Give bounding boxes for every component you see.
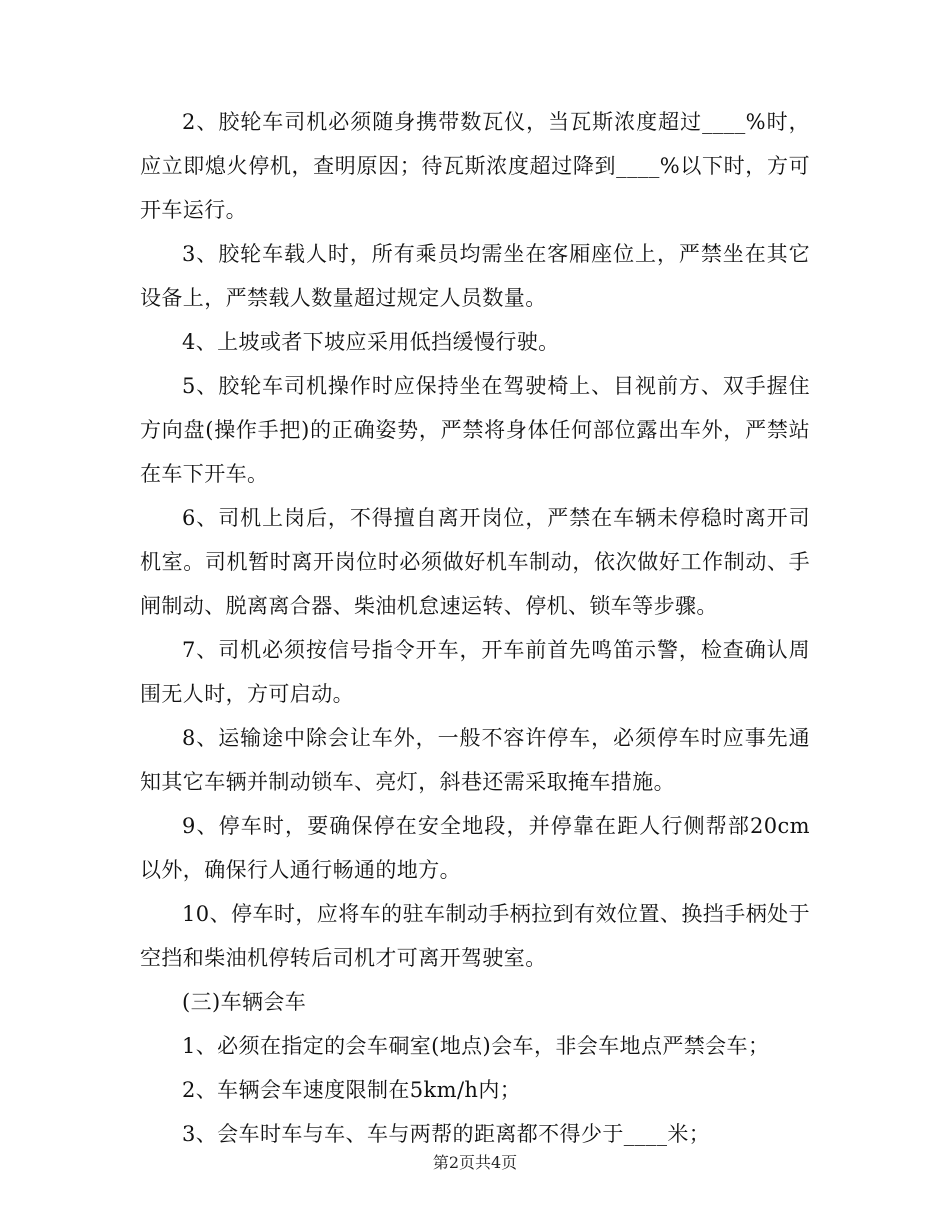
document-body [140, 100, 810, 1156]
paragraph-rule-9: 9、停车时，要确保停在安全地段，并停靠在距人行侧帮部20cm以外，确保行人通行畅通的地方。 [140, 814, 810, 882]
paragraph-meeting-rule-3: 3、会车时车与车、车与两帮的距离都不得少于____米； [182, 1122, 711, 1146]
paragraph-rule-7: 7、司机必须按信号指令开车，开车前首先鸣笛示警，检查确认周围无人时，方可启动。 [140, 638, 810, 706]
paragraph-rule-3: 3、胶轮车载人时，所有乘员均需坐在客厢座位上，严禁坐在其它设备上，严禁载人数量超过规定人员数量。 [140, 242, 810, 310]
page-number-footer: 第2页共4页 [432, 1153, 518, 1172]
paragraph-rule-5: 5、胶轮车司机操作时应保持坐在驾驶椅上、目视前方、双手握住方向盘(操作手把)的正确姿势，严禁将身体任何部位露出车外，严禁站在车下开车。 [140, 374, 810, 486]
paragraph-meeting-rule-2: 2、车辆会车速度限制在5km/h内； [182, 1078, 522, 1102]
paragraph-meeting-rule-1: 1、必须在指定的会车硐室(地点)会车，非会车地点严禁会车； [182, 1034, 770, 1058]
paragraph-rule-4: 4、上坡或者下坡应采用低挡缓慢行驶。 [182, 330, 560, 354]
section-heading-vehicle-meeting: (三)车辆会车 [182, 990, 307, 1014]
paragraph-rule-8: 8、运输途中除会让车外，一般不容许停车，必须停车时应事先通知其它车辆并制动锁车、亮灯，斜巷还需采取掩车措施。 [140, 726, 810, 794]
paragraph-rule-2: 2、胶轮车司机必须随身携带数瓦仪，当瓦斯浓度超过____%时，应立即熄火停机，查明原因；待瓦斯浓度超过降到____%以下时，方可开车运行。 [140, 110, 810, 222]
paragraph-rule-6: 6、司机上岗后，不得擅自离开岗位，严禁在车辆未停稳时离开司机室。司机暂时离开岗位时必须做好机车制动，依次做好工作制动、手闸制动、脱离离合器、柴油机怠速运转、停机、锁车等步骤。 [140, 506, 810, 618]
paragraph-rule-10: 10、停车时，应将车的驻车制动手柄拉到有效位置、换挡手柄处于空挡和柴油机停转后司机才可离开驾驶室。 [140, 902, 810, 970]
